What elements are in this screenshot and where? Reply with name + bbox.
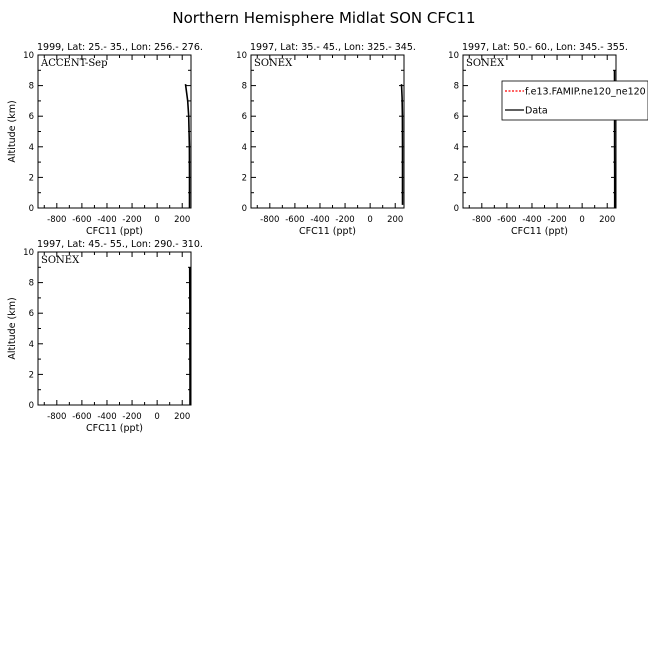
x-axis-label: CFC11 (ppt) (85, 226, 144, 237)
y-tick-label: 0 (241, 204, 247, 214)
x-tick-label: 0 (367, 215, 373, 225)
chart-panel-1 (7, 42, 203, 237)
x-tick-label: 200 (174, 215, 191, 225)
x-axis-label: CFC11 (ppt) (298, 226, 357, 237)
y-tick-label: 6 (28, 309, 34, 320)
y-tick-label: 10 (23, 51, 34, 61)
y-tick-label: 0 (28, 204, 34, 214)
x-tick-label: -600 (72, 215, 92, 225)
y-tick-label: 4 (453, 142, 459, 153)
y-tick-label: 8 (241, 81, 247, 92)
y-tick-label: 0 (28, 401, 34, 411)
x-tick-label: -200 (547, 215, 567, 225)
x-tick-label: -400 (310, 215, 330, 225)
y-axis-label: Altitude (km) (7, 100, 18, 163)
plot-frame (463, 55, 616, 208)
x-tick-label: -800 (47, 412, 67, 422)
chart-panel-2 (236, 42, 416, 237)
plot-frame (251, 55, 404, 208)
y-tick-label: 10 (448, 51, 459, 61)
x-tick-label: -400 (97, 412, 117, 422)
campaign-label: SONEX (254, 58, 293, 69)
x-tick-label: -400 (522, 215, 542, 225)
y-tick-label: 2 (453, 173, 459, 184)
x-tick-label: -600 (497, 215, 517, 225)
y-tick-label: 2 (28, 173, 34, 184)
x-tick-label: 200 (599, 215, 616, 225)
panel-title: 1997, Lat: 50.- 60., Lon: 345.- 355. (462, 42, 628, 53)
y-tick-label: 2 (28, 370, 34, 381)
y-tick-label: 4 (28, 142, 34, 153)
legend (502, 81, 648, 120)
y-axis-label: Altitude (km) (7, 297, 18, 360)
y-tick-label: 4 (28, 339, 34, 350)
campaign-label: SONEX (466, 58, 505, 69)
x-tick-label: -400 (97, 215, 117, 225)
legend-label: Data (525, 105, 548, 117)
y-tick-label: 8 (28, 81, 34, 92)
x-tick-label: -200 (122, 215, 142, 225)
chart-panel-3 (448, 42, 628, 237)
x-tick-label: -200 (335, 215, 355, 225)
plot-frame (38, 252, 191, 405)
x-tick-label: 200 (174, 412, 191, 422)
y-tick-label: 6 (241, 112, 247, 123)
panel-title: 1997, Lat: 45.- 55., Lon: 290.- 310. (37, 239, 203, 250)
campaign-label: ACCENT-Sep (41, 58, 108, 69)
y-tick-label: 2 (241, 173, 247, 184)
x-tick-label: 200 (387, 215, 404, 225)
x-axis-label: CFC11 (ppt) (85, 423, 144, 434)
y-tick-label: 4 (241, 142, 247, 153)
series-line-data (402, 84, 403, 205)
series-line-data (186, 84, 190, 208)
chart-panel-4 (7, 239, 203, 434)
x-tick-label: -800 (472, 215, 492, 225)
y-tick-label: 6 (453, 112, 459, 123)
panel-title: 1999, Lat: 25.- 35., Lon: 256.- 276. (37, 42, 203, 53)
y-tick-label: 10 (236, 51, 247, 61)
y-tick-label: 6 (28, 112, 34, 123)
x-tick-label: -800 (47, 215, 67, 225)
y-tick-label: 0 (453, 204, 459, 214)
x-tick-label: -600 (285, 215, 305, 225)
y-tick-label: 10 (23, 248, 34, 258)
legend-label: f.e13.FAMIP.ne120_ne120 (525, 86, 646, 98)
panel-title: 1997, Lat: 35.- 45., Lon: 325.- 345. (250, 42, 416, 53)
y-tick-label: 8 (453, 81, 459, 92)
x-tick-label: -800 (260, 215, 280, 225)
x-tick-label: 0 (579, 215, 585, 225)
x-tick-label: 0 (154, 215, 160, 225)
figure-title: Northern Hemisphere Midlat SON CFC11 (172, 9, 476, 27)
x-tick-label: -200 (122, 412, 142, 422)
x-axis-label: CFC11 (ppt) (510, 226, 569, 237)
plot-frame (38, 55, 191, 208)
x-tick-label: 0 (154, 412, 160, 422)
x-tick-label: -600 (72, 412, 92, 422)
campaign-label: SONEX (41, 255, 80, 266)
y-tick-label: 8 (28, 278, 34, 289)
